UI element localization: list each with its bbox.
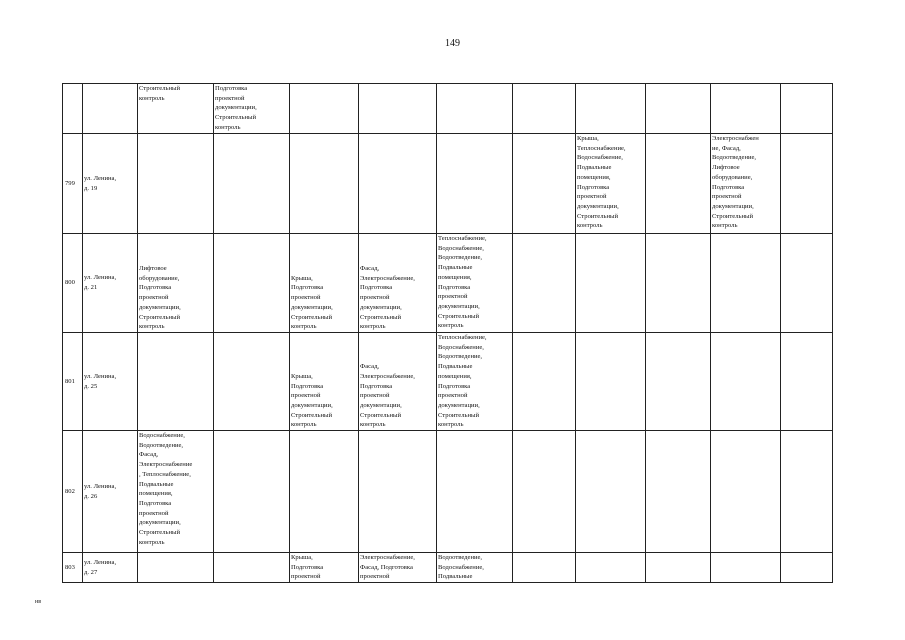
work-cell xyxy=(576,553,646,583)
work-schedule-table xyxy=(62,83,833,583)
address-cell: ул. Ленина, д. 25 xyxy=(83,333,138,431)
address-cell: ул. Ленина, д. 21 xyxy=(83,234,138,333)
table-row xyxy=(63,431,833,553)
work-cell xyxy=(437,431,513,553)
work-cell xyxy=(576,84,646,134)
table-row xyxy=(63,553,833,583)
work-cell xyxy=(513,431,576,553)
work-cell: Подготовка проектной документации, Строительный контроль xyxy=(214,84,290,134)
row-number: 801 xyxy=(63,333,83,431)
address-cell: ул. Ленина, д. 27 xyxy=(83,553,138,583)
footer-mark: нв xyxy=(35,599,42,605)
row-number: 802 xyxy=(63,431,83,553)
work-cell xyxy=(646,553,711,583)
work-cell xyxy=(513,84,576,134)
work-cell xyxy=(359,431,437,553)
row-number: 803 xyxy=(63,553,83,583)
address-cell: ул. Ленина, д. 19 xyxy=(83,134,138,234)
work-cell: Крыша, Подготовка проектной xyxy=(290,553,359,583)
work-cell xyxy=(646,431,711,553)
row-number: 799 xyxy=(63,134,83,234)
work-cell xyxy=(711,553,781,583)
row-number xyxy=(63,84,83,134)
page-number: 149 xyxy=(445,38,460,49)
work-cell xyxy=(437,84,513,134)
work-cell: Крыша, Теплоснабжение, Водоснабжение, Подвальные помещения, Подготовка проектной документации, Строительный контроль xyxy=(576,134,646,234)
work-cell: Крыша, Подготовка проектной документации, Строительный контроль xyxy=(290,333,359,431)
work-cell xyxy=(711,431,781,553)
work-cell: Электроснабжение, Фасад, Подготовка проектной xyxy=(359,553,437,583)
work-cell xyxy=(781,553,833,583)
work-cell: Лифтовое оборудование, Подготовка проектной документации, Строительный контроль xyxy=(138,234,214,333)
work-cell xyxy=(214,234,290,333)
work-cell: Крыша, Подготовка проектной документации, Строительный контроль xyxy=(290,234,359,333)
work-cell xyxy=(781,234,833,333)
work-cell xyxy=(290,84,359,134)
work-cell xyxy=(781,84,833,134)
table-row xyxy=(63,84,833,134)
work-cell: Фасад, Электроснабжение, Подготовка проектной документации, Строительный контроль xyxy=(359,234,437,333)
work-cell xyxy=(711,333,781,431)
work-cell xyxy=(513,333,576,431)
work-cell: Электроснабжен ие, Фасад, Водоотведение, Лифтовое оборудование, Подготовка проектной документации, Строительный контроль xyxy=(711,134,781,234)
work-cell xyxy=(290,134,359,234)
work-cell xyxy=(359,84,437,134)
work-cell: Теплоснабжение, Водоснабжение, Водоотведение, Подвальные помещения, Подготовка проектной документации, Строительный контроль xyxy=(437,234,513,333)
work-cell xyxy=(214,333,290,431)
work-cell xyxy=(781,134,833,234)
work-cell xyxy=(214,134,290,234)
work-cell xyxy=(138,553,214,583)
work-cell xyxy=(781,431,833,553)
work-cell xyxy=(513,134,576,234)
work-cell xyxy=(781,333,833,431)
work-cell xyxy=(214,553,290,583)
table-row xyxy=(63,333,833,431)
work-cell xyxy=(646,84,711,134)
work-cell: Теплоснабжение, Водоснабжение, Водоотведение, Подвальные помещения, Подготовка проектной документации, Строительный контроль xyxy=(437,333,513,431)
work-cell xyxy=(646,134,711,234)
work-cell xyxy=(646,333,711,431)
address-cell xyxy=(83,84,138,134)
work-cell: Водоснабжение, Водоотведение, Фасад, Электроснабжение , Теплоснабжение, Подвальные помещения, Подготовка проектной документации, Строительный контроль xyxy=(138,431,214,553)
table-row xyxy=(63,234,833,333)
work-cell xyxy=(646,234,711,333)
work-cell: Фасад, Электроснабжение, Подготовка проектной документации, Строительный контроль xyxy=(359,333,437,431)
work-cell xyxy=(138,333,214,431)
work-cell xyxy=(576,333,646,431)
work-cell xyxy=(513,553,576,583)
work-cell: Водоотведение, Водоснабжение, Подвальные xyxy=(437,553,513,583)
work-cell xyxy=(359,134,437,234)
row-number: 800 xyxy=(63,234,83,333)
work-cell: Строительный контроль xyxy=(138,84,214,134)
work-cell xyxy=(513,234,576,333)
work-cell xyxy=(214,431,290,553)
work-cell xyxy=(711,234,781,333)
work-cell xyxy=(711,84,781,134)
work-cell xyxy=(290,431,359,553)
work-cell xyxy=(576,431,646,553)
work-cell xyxy=(437,134,513,234)
table-row xyxy=(63,134,833,234)
address-cell: ул. Ленина, д. 26 xyxy=(83,431,138,553)
work-cell xyxy=(138,134,214,234)
work-cell xyxy=(576,234,646,333)
